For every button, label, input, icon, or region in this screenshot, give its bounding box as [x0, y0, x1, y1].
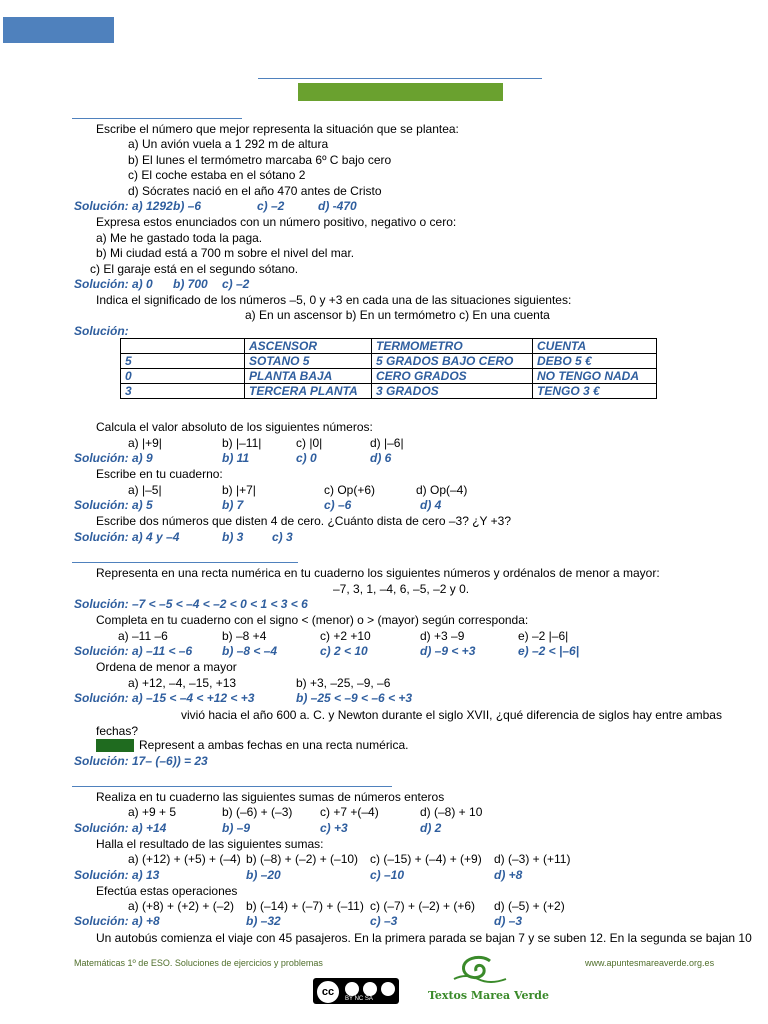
ex1-c: c) El coche estaba en el sótano 2: [128, 168, 306, 182]
ex13-d: d) (–5) + (+2): [494, 899, 565, 913]
table-cell: NO TENGO NADA: [533, 369, 657, 384]
ex12-sol-d: d) +8: [494, 868, 523, 882]
ex12-statement: Halla el resultado de las siguientes sumas:: [96, 837, 324, 851]
footer-right: www.apuntesmareaverde.org.es: [585, 958, 715, 968]
ex12-solution: Solución: a) 13: [74, 868, 160, 882]
ex2-c: c) El garaje está en el segundo sótano.: [90, 262, 299, 276]
logo-text: Textos Marea Verde: [428, 989, 549, 1002]
ex4-c: c) |0|: [296, 436, 323, 450]
title-bar: [298, 83, 503, 101]
ex10-line2: fechas?: [96, 724, 139, 738]
ex5-a: a) |–5|: [128, 483, 162, 497]
ex13-sol-c: c) –3: [370, 914, 398, 928]
ex5-sol-c: c) –6: [324, 498, 352, 512]
ex1-sol-b: b) –6: [173, 199, 202, 213]
ex1-a: a) Un avión vuela a 1 292 m de altura: [128, 137, 329, 151]
ex9-a: a) +12, –4, –15, +13: [128, 676, 237, 690]
ex8-solution: Solución: a) –11 < –6: [74, 644, 193, 658]
ex5-sol-d: d) 4: [420, 498, 442, 512]
marea-verde-logo: [428, 955, 549, 1007]
ex1-statement: Escribe el número que mejor representa la situación que se plantea:: [96, 122, 459, 136]
table-row: [121, 369, 657, 384]
ex4-b: b) |–11|: [222, 436, 262, 450]
ex1-b: b) El lunes el termómetro marcaba 6º C bajo cero: [128, 153, 392, 167]
table-header-cell: CUENTA: [533, 339, 657, 354]
ex8-c: c) +2 +10: [320, 629, 371, 643]
section-line-1: [72, 118, 242, 119]
ex4-d: d) |–6|: [370, 436, 404, 450]
ex2-sol-c: c) –2: [222, 277, 250, 291]
ex5-d: d) Op(–4): [416, 483, 468, 497]
ex1-sol-d: d) -470: [318, 199, 357, 213]
ex12-sol-b: b) –20: [246, 868, 281, 882]
ex11-b: b) (–6) + (–3): [222, 805, 293, 819]
ex7-numbers: –7, 3, 1, –4, 6, –5, –2 y 0.: [333, 582, 470, 596]
ex8-e: e) –2 |–6|: [518, 629, 569, 643]
ex10-line1: vivió hacia el año 600 a. C. y Newton durante el siglo XVII, ¿qué diferencia de siglos hay entre ambas: [181, 708, 722, 722]
ex11-solution: Solución: a) +14: [74, 821, 167, 835]
ex9-solution: Solución: a) –15 < –4 < +12 < +3: [74, 691, 255, 705]
ex13-b: b) (–14) + (–7) + (–11): [246, 899, 364, 913]
ex5-solution: Solución: a) 5: [74, 498, 153, 512]
ex11-d: d) (–8) + 10: [420, 805, 483, 819]
table-cell: DEBO 5 €: [533, 354, 657, 369]
ex5-c: c) Op(+6): [324, 483, 376, 497]
ex3-solution-table: [120, 338, 657, 399]
ex11-a: a) +9 + 5: [128, 805, 177, 819]
ex4-statement: Calcula el valor absoluto de los siguientes números:: [96, 420, 373, 434]
ex1-d: d) Sócrates nació en el año 470 antes de Cristo: [128, 184, 382, 198]
ex12-sol-c: c) –10: [370, 868, 405, 882]
ex12-b: b) (–8) + (–2) + (–10): [246, 852, 359, 866]
ex13-statement: Efectúa estas operaciones: [96, 884, 238, 898]
table-cell: 3 GRADOS: [372, 384, 533, 399]
ex4-sol-b: b) 11: [222, 451, 250, 465]
ex8-b: b) –8 +4: [222, 629, 267, 643]
ex10-line3: Represent a ambas fechas en una recta numérica.: [139, 738, 409, 752]
ex13-solution: Solución: a) +8: [74, 914, 160, 928]
ex6-sol-b: b) 3: [222, 530, 244, 544]
ex9-b: b) +3, –25, –9, –6: [296, 676, 391, 690]
ex3-options: a) En un ascensor b) En un termómetro c) En una cuenta: [245, 308, 550, 322]
ex11-sol-d: d) 2: [420, 821, 442, 835]
section-line-3: [72, 786, 392, 787]
ex2-solution: Solución: a) 0: [74, 277, 153, 291]
ex2-sol-b: b) 700: [173, 277, 208, 291]
ex8-sol-b: b) –8 < –4: [222, 644, 278, 658]
ex8-statement: Completa en tu cuaderno con el signo < (menor) o > (mayor) según corresponda:: [96, 613, 529, 627]
ex8-sol-d: d) –9 < +3: [420, 644, 476, 658]
table-cell: SOTANO 5: [245, 354, 372, 369]
ex3-solution: Solución:: [74, 324, 129, 338]
table-cell: 0: [121, 369, 245, 384]
ex12-a: a) (+12) + (+5) + (–4): [128, 852, 241, 866]
ex9-sol-b: b) –25 < –9 < –6 < +3: [296, 691, 413, 705]
ex2-b: b) Mi ciudad está a 700 m sobre el nivel del mar.: [96, 246, 355, 260]
ex4-a: a) |+9|: [128, 436, 162, 450]
cc-subtext: BY NC SA: [345, 996, 373, 1002]
sa-icon: [381, 982, 395, 996]
cc-icon: [316, 980, 340, 1004]
cc-text: cc: [321, 986, 335, 998]
ex10-highlight-box: [96, 739, 134, 752]
ex11-statement: Realiza en tu cuaderno las siguientes sumas de números enteros: [96, 790, 445, 804]
footer-left: Matemáticas 1º de ESO. Soluciones de ejercicios y problemas: [74, 958, 323, 968]
table-header-cell: [121, 339, 245, 354]
ex11-c: c) +7 +(–4): [320, 805, 379, 819]
ex5-b: b) |+7|: [222, 483, 256, 497]
ex2-a: a) Me he gastado toda la paga.: [96, 231, 263, 245]
ex8-a: a) –11 –6: [118, 629, 168, 643]
ex2-statement: Expresa estos enunciados con un número positivo, negativo o cero:: [96, 215, 457, 229]
ex1-sol-c: c) –2: [257, 199, 285, 213]
table-cell: 5: [121, 354, 245, 369]
ex1-solution: Solución: a) 1292: [74, 199, 173, 213]
header-tab: [3, 17, 114, 43]
table-cell: 5 GRADOS BAJO CERO: [372, 354, 533, 369]
ex6-solution: Solución: a) 4 y –4: [74, 530, 180, 544]
ex6-statement: Escribe dos números que disten 4 de cero. ¿Cuánto dista de cero –3? ¿Y +3?: [96, 514, 512, 528]
wave-icon: [450, 955, 510, 987]
ex3-statement: Indica el significado de los números –5, 0 y +3 en cada una de las situaciones siguientes:: [96, 293, 572, 307]
nc-icon: [363, 982, 377, 996]
ex8-d: d) +3 –9: [420, 629, 465, 643]
ex13-sol-d: d) –3: [494, 914, 523, 928]
table-cell: PLANTA BAJA: [245, 369, 372, 384]
ex12-d: d) (–3) + (+11): [494, 852, 571, 866]
ex10-solution: Solución: 17– (–6)) = 23: [74, 754, 208, 768]
ex7-solution: Solución: –7 < –5 < –4 < –2 < 0 < 1 < 3 < 6: [74, 597, 308, 611]
section-line-2: [72, 562, 298, 563]
ex9-statement: Ordena de menor a mayor: [96, 660, 237, 674]
table-row: [121, 354, 657, 369]
ex5-statement: Escribe en tu cuaderno:: [96, 467, 223, 481]
table-row: [121, 384, 657, 399]
ex4-solution: Solución: a) 9: [74, 451, 153, 465]
table-cell: CERO GRADOS: [372, 369, 533, 384]
ex5-sol-b: b) 7: [222, 498, 244, 512]
by-icon: [345, 982, 359, 996]
cc-license-badge: [313, 978, 399, 1004]
ex12-c: c) (–15) + (–4) + (+9): [370, 852, 482, 866]
table-header-row: [121, 339, 657, 354]
ex6-sol-c: c) 3: [272, 530, 293, 544]
ex8-sol-c: c) 2 < 10: [320, 644, 368, 658]
table-header-cell: TERMOMETRO: [372, 339, 533, 354]
ex14-statement: Un autobús comienza el viaje con 45 pasajeros. En la primera parada se bajan 7 y se suben 12. En la segunda se bajan 10: [96, 931, 752, 945]
ex13-sol-b: b) –32: [246, 914, 281, 928]
ex8-sol-e: e) –2 < |–6|: [518, 644, 580, 658]
ex11-sol-c: c) +3: [320, 821, 348, 835]
table-header-cell: ASCENSOR: [245, 339, 372, 354]
ex11-sol-b: b) –9: [222, 821, 251, 835]
table-cell: TERCERA PLANTA: [245, 384, 372, 399]
title-underline: [258, 78, 542, 79]
ex13-a: a) (+8) + (+2) + (–2): [128, 899, 235, 913]
ex13-c: c) (–7) + (–2) + (+6): [370, 899, 476, 913]
ex4-sol-c: c) 0: [296, 451, 317, 465]
table-cell: 3: [121, 384, 245, 399]
ex4-sol-d: d) 6: [370, 451, 392, 465]
ex7-statement: Representa en una recta numérica en tu cuaderno los siguientes números y ordénalos de menor a mayor:: [96, 566, 660, 580]
table-cell: TENGO 3 €: [533, 384, 657, 399]
